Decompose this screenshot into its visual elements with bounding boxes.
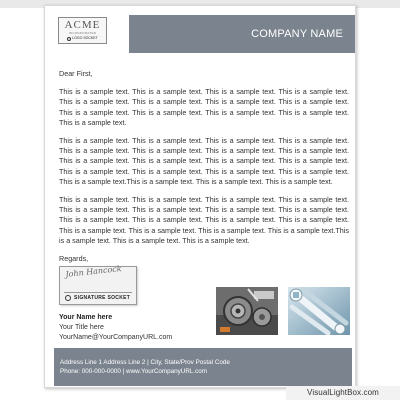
engine-photo — [216, 287, 278, 335]
signature-line — [64, 292, 132, 293]
logo-name: ACME — [64, 19, 101, 31]
closing: Regards, — [59, 254, 89, 264]
greeting: Dear First, — [59, 69, 93, 78]
paragraph: This is a sample text. This is a sample text. This is a sample text. This is a sample text. This is a sample text. This is a sample text. This is a sample text. This is a sample text. This is a sample text. This is a sample text. This is a sample text. This is a sample text. This is a sample text. This is a sample text. This is a sample text. This is a sample text.This is a sample text. This is a sample text. This is a sample text. — [59, 195, 349, 245]
logo-tag-label: LOGO SOCKET — [72, 36, 98, 40]
engine-image — [216, 287, 278, 335]
contact-title: Your Title here — [59, 324, 104, 331]
contact-email: YourName@YourCompanyURL.com — [59, 334, 173, 341]
paragraph: This is a sample text. This is a sample text. This is a sample text. This is a sample text. This is a sample text. This is a sample text. This is a sample text. This is a sample text. This is a sample text. This is a sample text. This is a sample text. This is a sample text. This is a sample text. This is a sample text. This is a sample text. This is a sample text. This is a sample text.This is a sample text. This is a sample text. This is a sample text. — [59, 136, 349, 186]
handwritten-signature: John Hancock — [65, 264, 123, 279]
letter-body — [59, 69, 349, 264]
signature-tag-label: SIGNATURE SOCKET — [74, 295, 131, 301]
contact-block — [59, 313, 172, 343]
header-bar — [129, 15, 355, 53]
footer-bar — [54, 348, 352, 386]
letterhead-page — [44, 5, 356, 388]
signature-tag — [65, 295, 130, 301]
socket-icon — [65, 295, 71, 301]
logo-subtitle: INCORPORATED — [68, 31, 97, 35]
paragraph: This is a sample text. This is a sample text. This is a sample text. This is a sample text. This is a sample text. This is a sample text. This is a sample text. This is a sample text. This is a sample text. This is a sample text. This is a sample text. This is a sample text. This is a sample text. — [59, 87, 349, 127]
watermark: VisualLightBox.com — [286, 386, 400, 400]
wrench-photo — [288, 287, 350, 335]
footer-address: Address Line 1 Address Line 2 | City, State/Prov Postal Code — [60, 359, 230, 366]
socket-icon — [67, 37, 71, 41]
logo-tag — [59, 36, 106, 41]
wrench-image — [288, 287, 350, 335]
company-name: COMPANY NAME — [251, 28, 343, 40]
company-logo — [58, 17, 107, 44]
signature-box — [59, 266, 137, 305]
contact-name: Your Name here — [59, 314, 113, 321]
footer-phone-web: Phone: 000-000-0000 | www.YourCompanyURL.com — [60, 368, 208, 375]
